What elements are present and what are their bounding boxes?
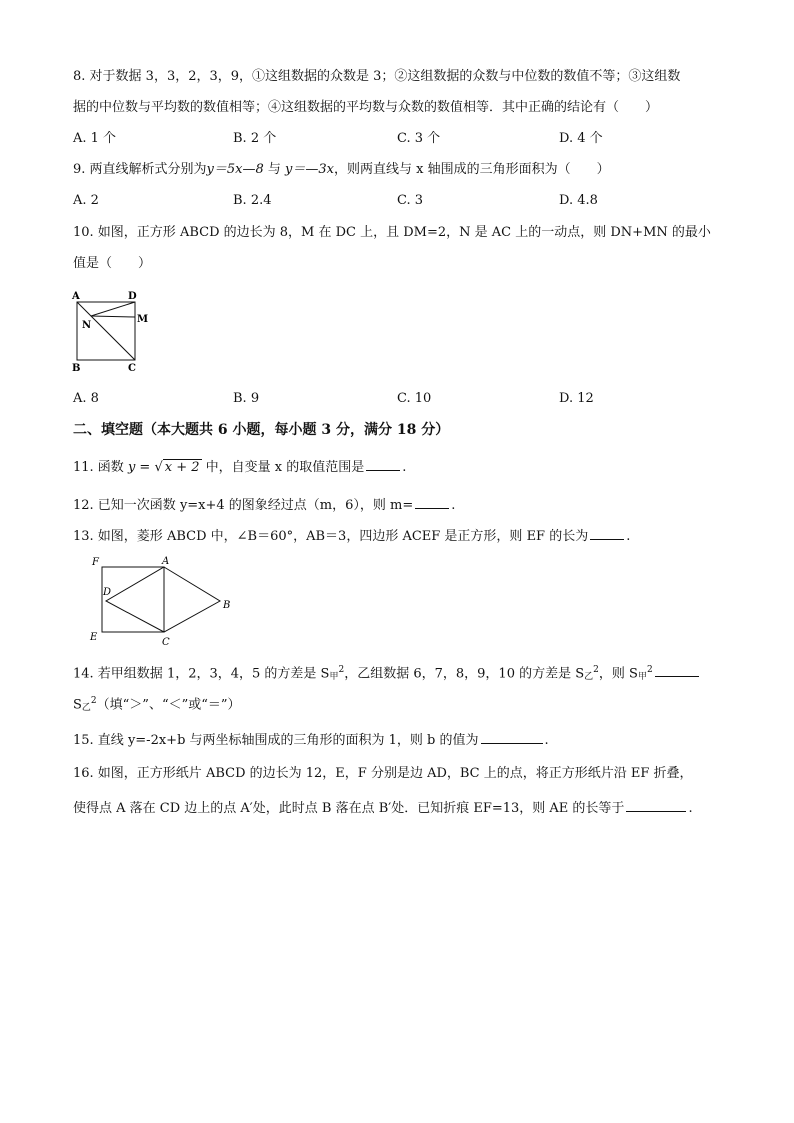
q16-line2-prefix: 使得点 A 落在 CD 边上的点 A′处，此时点 B 落在点 B′处．已知折痕 EF=13，则 AE 的长等于 bbox=[73, 801, 625, 816]
q9-stem bbox=[73, 161, 610, 179]
q10-line2: 值是（ ） bbox=[73, 256, 152, 271]
q12-end: . bbox=[451, 498, 456, 513]
q9-option-d: D. 4.8 bbox=[559, 193, 598, 208]
q11-end: . bbox=[402, 460, 407, 475]
label-m: M bbox=[137, 314, 149, 325]
q9-option-b: B. 2.4 bbox=[233, 193, 272, 208]
label-e: E bbox=[90, 632, 98, 643]
q9-eq1: y＝5x—8 bbox=[206, 162, 264, 177]
q14-sub-yi: 乙 bbox=[584, 672, 594, 683]
q12-stem bbox=[73, 494, 455, 515]
q14-line1 bbox=[73, 661, 701, 684]
q9-mid: 与 bbox=[263, 162, 286, 177]
q11-func: y = bbox=[127, 460, 151, 475]
q9-options bbox=[73, 192, 733, 210]
q16-answer-blank[interactable] bbox=[626, 797, 686, 812]
q8-line2: 据的中位数与平均数的数值相等；④这组数据的平均数与众数的数值相等．其中正确的结论有（ ） bbox=[73, 100, 659, 115]
q14-line2-b: （填“＞”、“＜”或“＝”） bbox=[96, 697, 241, 713]
section-2-heading: 二、填空题（本大题共 6 小题，每小题 3 分，满分 18 分） bbox=[73, 422, 450, 438]
q10-option-d: D. 12 bbox=[559, 391, 594, 406]
q14-answer-blank[interactable] bbox=[655, 662, 699, 677]
square-acef bbox=[102, 567, 164, 632]
q11-prefix: 11. 函数 bbox=[73, 460, 128, 475]
q14-sq-1: 2 bbox=[338, 665, 345, 675]
rhombus-abcd bbox=[106, 567, 220, 632]
label-d: D bbox=[103, 587, 112, 598]
q11-answer-blank[interactable] bbox=[366, 456, 400, 471]
q8-line1: 8. 对于数据 3，3，2，3，9，①这组数据的众数是 3；②这组数据的众数与中位数的数值不等；③这组数 bbox=[73, 69, 681, 84]
diagonal-ac bbox=[77, 302, 135, 360]
q8-option-d: D. 4 个 bbox=[559, 131, 603, 146]
q9-option-c: C. 3 bbox=[397, 193, 424, 208]
q9-eq2: y＝—3x bbox=[285, 162, 334, 177]
q10-line1: 10. 如图，正方形 ABCD 的边长为 8，M 在 DC 上，且 DM=2，N 是 AC 上的一动点，则 DN+MN 的最小 bbox=[73, 225, 711, 240]
q13-figure bbox=[86, 550, 236, 654]
label-f: F bbox=[92, 557, 99, 568]
q13-end: . bbox=[626, 529, 631, 544]
q8-option-b: B. 2 个 bbox=[233, 131, 277, 146]
q14-sub-jia-2: 甲 bbox=[637, 672, 647, 683]
q10-option-c: C. 10 bbox=[397, 391, 432, 406]
label-a: A bbox=[72, 291, 80, 302]
label-c: C bbox=[162, 637, 170, 648]
q12-prefix: 12. 已知一次函数 y=x+4 的图象经过点（m，6），则 m= bbox=[73, 498, 414, 513]
label-b: B bbox=[223, 600, 231, 611]
q10-figure bbox=[68, 285, 158, 379]
q14-sq-4: 2 bbox=[90, 696, 97, 706]
q14-line2-a: S bbox=[73, 697, 82, 713]
q10-option-b: B. 9 bbox=[233, 391, 260, 406]
q15-stem bbox=[73, 729, 549, 750]
q14-sub-yi-2: 乙 bbox=[81, 703, 91, 714]
q14-sub-jia: 甲 bbox=[329, 672, 339, 683]
q16-line1: 16. 如图，正方形纸片 ABCD 的边长为 12，E，F 分别是边 AD，BC 上的点，将正方形纸片沿 EF 折叠， bbox=[73, 766, 693, 781]
q10-option-a: A. 8 bbox=[73, 391, 99, 406]
q13-answer-blank[interactable] bbox=[590, 525, 624, 540]
q8-options bbox=[73, 130, 733, 148]
label-d: D bbox=[128, 291, 137, 302]
q11-suffix: 中，自变量 x 的取值范围是 bbox=[201, 460, 365, 475]
q14-line1-b: ，乙组数据 6，7，8，9，10 的方差是 S bbox=[344, 666, 585, 682]
q12-answer-blank[interactable] bbox=[415, 494, 449, 509]
q10-square-diagram bbox=[68, 285, 158, 375]
q15-answer-blank[interactable] bbox=[481, 729, 543, 744]
q13-stem bbox=[73, 525, 630, 546]
q13-rhombus-diagram bbox=[86, 550, 236, 650]
q8-option-a: A. 1 个 bbox=[73, 131, 117, 146]
q11-radicand: x + 2 bbox=[164, 460, 200, 475]
q13-prefix: 13. 如图，菱形 ABCD 中，∠B＝60°，AB＝3，四边形 ACEF 是正方形，则 EF 的长为 bbox=[73, 529, 589, 544]
q8-option-c: C. 3 个 bbox=[397, 131, 441, 146]
q16-end: . bbox=[688, 801, 693, 816]
segment-dn bbox=[91, 302, 135, 316]
q10-options bbox=[73, 390, 733, 408]
q9-option-a: A. 2 bbox=[73, 193, 99, 208]
q14-line1-c: ，则 S bbox=[598, 666, 638, 682]
q15-prefix: 15. 直线 y=-2x+b 与两坐标轴围成的三角形的面积为 1，则 b 的值为 bbox=[73, 733, 479, 748]
q16-line2 bbox=[73, 797, 693, 818]
q9-suffix: ，则两直线与 x 轴围成的三角形面积为（ ） bbox=[333, 162, 610, 177]
q9-prefix: 9. 两直线解析式分别为 bbox=[73, 162, 207, 177]
q11-stem: 11. 函数 y = √ x + 2 中，自变量 x 的取值范围是 . bbox=[73, 456, 406, 477]
q14-line2 bbox=[73, 692, 241, 715]
label-a: A bbox=[162, 556, 170, 567]
q14-line1-a: 14. 若甲组数据 1，2，3，4，5 的方差是 S bbox=[73, 666, 330, 682]
q14-sq-3: 2 bbox=[646, 665, 653, 675]
q14-sq-2: 2 bbox=[593, 665, 599, 675]
segment-mn bbox=[91, 316, 135, 317]
q15-end: . bbox=[544, 733, 549, 748]
label-b: B bbox=[72, 363, 81, 374]
label-c: C bbox=[128, 363, 136, 374]
label-n: N bbox=[82, 320, 92, 331]
